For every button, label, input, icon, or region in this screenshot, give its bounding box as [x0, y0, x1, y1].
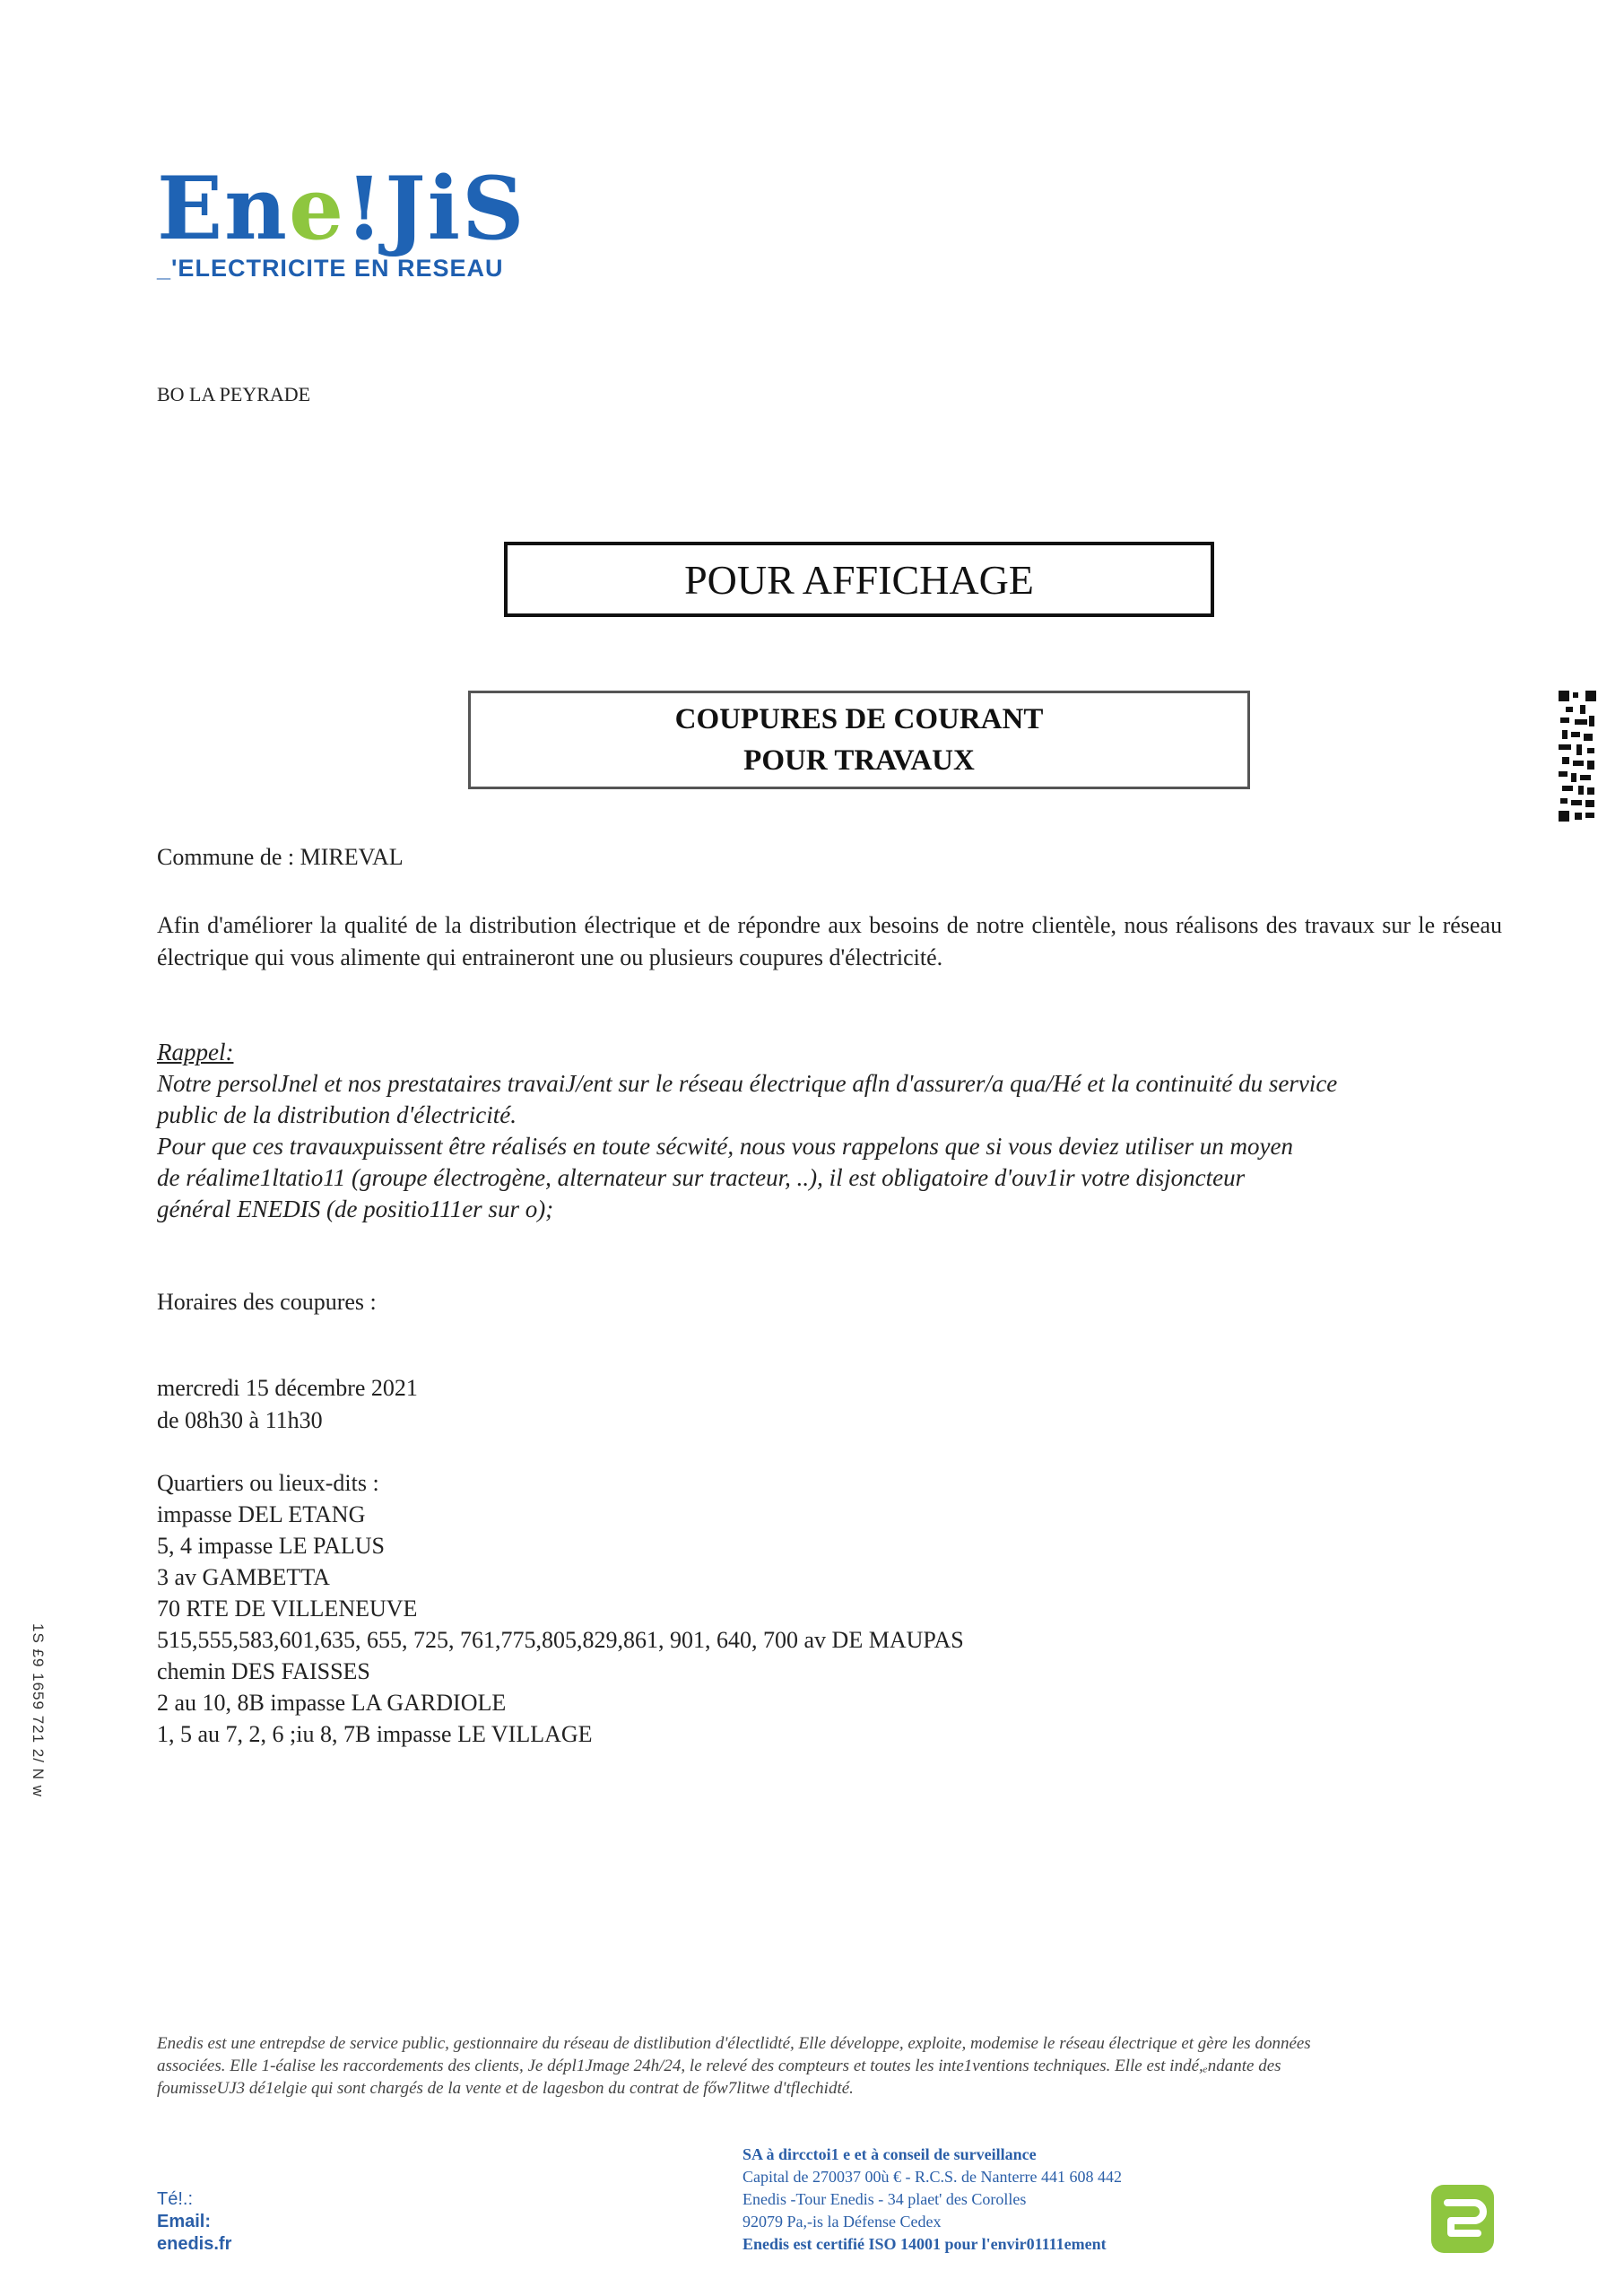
- locations-list: [157, 1467, 964, 1750]
- contact-site-link[interactable]: enedis.fr: [157, 2234, 232, 2254]
- logo-text-green: e: [288, 158, 346, 259]
- subtitle-line-2: POUR TRAVAUX: [743, 744, 975, 777]
- company-line: 92079 Pa,-is la Défense Cedex: [743, 2213, 942, 2231]
- company-line: Enedis est certifié ISO 14001 pour l'envir01111ement: [743, 2235, 1107, 2253]
- sender-name: BO LA PEYRADE: [157, 383, 311, 405]
- qr-code-icon: [1557, 689, 1598, 823]
- rappel-line: Notre persolJnel et nos prestataires travaiJ/ent sur le réseau électrique afln d'assurer/a qua/Hé et la continuité du service: [157, 1070, 1338, 1097]
- intro-paragraph: Afin d'améliorer la qualité de la distribution électrique et de répondre aux besoins de notre clientèle, nous réalisons des travaux sur le réseau électrique qui vous alimente qui entraineront une ou plusieurs coupures d'électricité.: [157, 912, 1502, 970]
- list-item: 3 av GAMBETTA: [157, 1564, 330, 1590]
- disclaimer-line: Enedis est une entrepdse de service public, gestionnaire du réseau de distlibution d'électlidté, Elle développe, exploite, modemise le réseau électrique et gère les données: [157, 2034, 1311, 2053]
- list-item: 515,555,583,601,635, 655, 725, 761,775,805,829,861, 901, 640, 700 av DE MAUPAS: [157, 1627, 964, 1653]
- rappel-line: de réalime1ltatio11 (groupe électrogène, alternateur sur tracteur, ..), il est obligatoire d'ouv1ir votre disjoncteur: [157, 1164, 1246, 1191]
- logo-text-right: !JiS: [345, 158, 526, 259]
- schedule-label: Horaires des coupures :: [157, 1289, 377, 1315]
- logo-tagline: _'ELECTRICITE EN RESEAU: [157, 255, 504, 282]
- margin-code-text: 1S £9 1659 721 2/ N w: [30, 1623, 47, 1797]
- margin-code: [27, 1623, 48, 1883]
- company-line: SA à dircctoi1 e et à conseil de surveillance: [743, 2145, 1037, 2163]
- enedis-logo: [157, 158, 526, 259]
- rappel-line: public de la distribution d'électricité.: [157, 1101, 517, 1128]
- schedule-date: mercredi 15 décembre 2021: [157, 1375, 418, 1401]
- rappel-heading: Rappel:: [157, 1039, 234, 1065]
- subtitle-box: [468, 691, 1250, 789]
- disclaimer-line: associées. Elle 1-éalise les raccordements des clients, Je dépl1Jmage 24h/24, le relevé des compteurs et toutes les inte1ventions techniques. Elle est indé,ₑndante des: [157, 2057, 1281, 2075]
- rappel-line: général ENEDIS (de positio111er sur o);: [157, 1196, 554, 1222]
- rappel-section: [157, 1037, 1502, 1225]
- subtitle-line-1: COUPURES DE COURANT: [674, 703, 1044, 735]
- list-item: 5, 4 impasse LE PALUS: [157, 1533, 385, 1559]
- logo-text-left: En: [157, 158, 289, 259]
- company-line: Capital de 270037 00ù € - R.C.S. de Nanterre 441 608 442: [743, 2168, 1122, 2186]
- commune-label: Commune de : MIREVAL: [157, 844, 404, 870]
- disclaimer-line: foumisseUJ3 dé1elgie qui sont chargés de la vente et de lagesbon du contrat de főw7litwe d'tflechidté.: [157, 2079, 854, 2098]
- contact-tel: Té!.:: [157, 2189, 194, 2209]
- list-item: 2 au 10, 8B impasse LA GARDIOLE: [157, 1690, 507, 1716]
- footer-disclaimer: [157, 2032, 1475, 2100]
- footer-contact: [157, 2188, 231, 2256]
- footer-company: [743, 2144, 1122, 2256]
- locations-label: Quartiers ou lieux-dits :: [157, 1470, 379, 1496]
- list-item: chemin DES FAISSES: [157, 1658, 370, 1684]
- list-item: impasse DEL ETANG: [157, 1501, 366, 1527]
- schedule-time: de 08h30 à 11h30: [157, 1407, 323, 1433]
- main-title: POUR AFFICHAGE: [684, 556, 1034, 603]
- contact-email: Email:: [157, 2212, 212, 2231]
- enedis-footer-logo-icon: [1429, 2183, 1496, 2255]
- company-line: Enedis -Tour Enedis - 34 plaet' des Corolles: [743, 2190, 1027, 2208]
- list-item: 70 RTE DE VILLENEUVE: [157, 1596, 418, 1622]
- rappel-line: Pour que ces travauxpuissent être réalisés en toute sécwité, nous vous rappelons que si vous deviez utiliser un moyen: [157, 1133, 1294, 1160]
- main-title-box: [504, 542, 1214, 617]
- list-item: 1, 5 au 7, 2, 6 ;iu 8, 7B impasse LE VILLAGE: [157, 1721, 593, 1747]
